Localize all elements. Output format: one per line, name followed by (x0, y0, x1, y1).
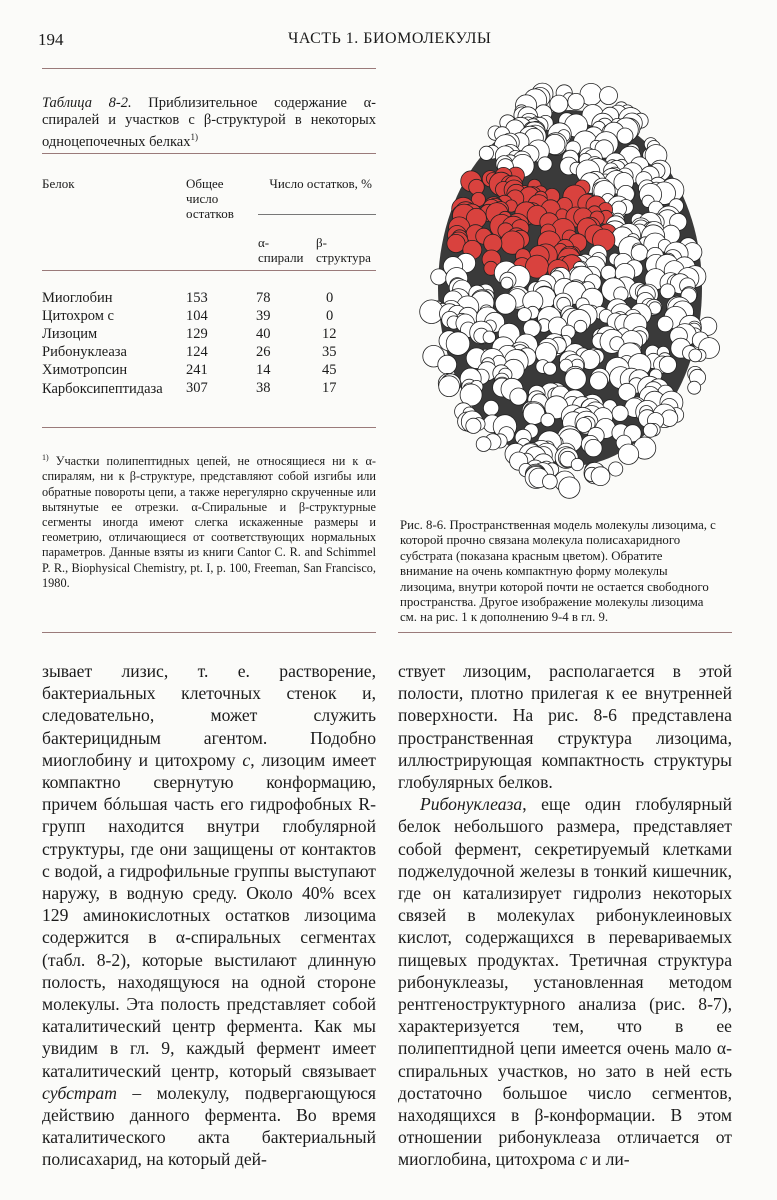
protein-atom (612, 405, 628, 421)
table-body (42, 290, 382, 420)
helix-value: 39 (256, 308, 271, 324)
helix-value: 26 (256, 344, 271, 360)
table-caption-note-mark: 1) (190, 132, 198, 142)
substrate-atom (447, 234, 465, 252)
running-title: ЧАСТЬ 1. БИОМОЛЕКУЛЫ (288, 30, 492, 47)
text-run: и ли- (587, 1149, 630, 1170)
table-row (42, 326, 382, 344)
col-helix-header: α-спирали (258, 235, 304, 265)
protein-atom (544, 362, 557, 375)
total-residues: 241 (186, 362, 208, 378)
col-protein-header: Белок (42, 176, 75, 191)
protein-atom (466, 418, 481, 433)
table-header-rule (42, 153, 376, 154)
protein-atom (585, 439, 602, 456)
protein-atom (565, 368, 586, 389)
protein-atom (568, 93, 584, 109)
text-run: – молекулу, подвергающуюся действию данного фермента. Во время каталитического акта бактериальный полисахарид, на который дей- (42, 1082, 376, 1170)
protein-atom (476, 437, 491, 452)
protein-atom (541, 413, 555, 427)
italic-term: c (242, 749, 251, 770)
protein-name: Карбоксипептидаза (42, 381, 163, 397)
helix-value: 78 (256, 290, 271, 306)
protein-name: Цитохром c (42, 308, 114, 324)
protein-atom (483, 331, 495, 343)
protein-name: Лизоцим (42, 326, 98, 342)
protein-name: Рибонуклеаза (42, 344, 127, 360)
protein-atom (501, 277, 513, 289)
text-run: , еще один глобулярный белок небольшого размера, представляет собой фермент, секретируемый клетками поджелудочной железы в тонкий кишечник, где он катализирует гидролиз некоторых связей в молекулах рибонуклеиновых кислот, содержащихся в перевариваемых пищевых продуктах. Третичная структура рибонуклеазы, установленная методом рентгеноструктурного анализа (рис. 8-7), характеризуется тем, что в ее полипептидной цепи имеется очень мало α-спиральных участков, но зато в ней есть достаточно большое число сегментов, находящихся в β-конформации. В этом отношении рибонуклеаза отличается от миоглобина, цитохрома (398, 794, 732, 1170)
table-row (42, 380, 382, 416)
page-number: 194 (38, 30, 64, 49)
protein-atom (559, 477, 580, 498)
protein-atom (431, 269, 447, 285)
right-section-rule (398, 632, 732, 633)
beta-value: 45 (322, 362, 337, 378)
beta-value: 0 (326, 290, 334, 306)
protein-atom (660, 284, 675, 299)
total-residues: 153 (186, 290, 208, 306)
protein-atom (618, 444, 638, 464)
protein-atom (591, 467, 610, 486)
protein-atom (495, 293, 516, 314)
protein-atom (617, 128, 633, 144)
figure-caption: Рис. 8-6. Пространственная модель молекулы лизоцима, с которой прочно связана молекула полисахаридного субстрата (показана красным цветом). Обратите внимание на очень компактную форму молекулы лизоцима, внутри которой почти не остается свободного пространства. Другое изображение молекулы лизоцима см. на рис. 1 к дополнению 9-4 в гл. 9. (400, 518, 716, 625)
protein-atom (574, 320, 587, 333)
table-caption-text: Приблизительное содержание α-спиралей и участков с β-структурой в некоторых одноцепочечных белках (42, 95, 376, 150)
text-run: , лизоцим имеет компактно свернутую конформацию, причем бóльшая часть его гидрофобных R-групп находится внутри глобулярной структуры, где они защищены от контактов с водой, а гидрофильные группы выступают наружу, в водную среду. Около 40% всех 129 аминокислотных остатков лизоцима содержится в α-спиральных сегментах (табл. 8-2), которые выстилают длинную полость, находящуюся на одной стороне молекулы. Эта полость представляет собой каталитический центр фермента. Как мы увидим в гл. 9, каждый фермент имеет каталитический центр, который связывает (42, 749, 376, 1081)
total-residues: 129 (186, 326, 208, 342)
protein-atom (446, 332, 470, 356)
protein-atom (600, 87, 618, 105)
total-residues: 307 (186, 380, 208, 396)
table-row (42, 308, 382, 326)
helix-value: 40 (256, 326, 271, 342)
protein-atom (659, 356, 676, 373)
body-paragraph: ствует лизоцим, располагается в этой полости, плотно прилегая к ее внутренней поверхности. На рис. 8-6 представлена пространственная структура лизоцима, иллюстрирующая компактность структуры глобулярных белков. (398, 661, 732, 793)
text-run: зывает лизис, т. е. растворение, бактериальных клеточных стенок и, следовательно, может служить бактерицидным агентом. Подобно миоглобину и цитохрому (42, 661, 376, 770)
protein-atom (483, 400, 498, 415)
protein-atom (439, 376, 460, 397)
protein-atom (543, 474, 558, 489)
left-section-rule (42, 632, 376, 633)
col-total-header: Общее число остатков (186, 176, 234, 221)
footnote-mark: 1) (42, 453, 49, 462)
protein-atom (510, 388, 527, 405)
col-count-header: Число остатков, % (269, 176, 372, 191)
body-paragraph (42, 660, 376, 1171)
table-row (42, 344, 382, 362)
footnote-text: Участки полипептидных цепей, не относящиеся ни к α-спиралям, ни к β-структуре, представляют собой изгибы или обратные повороты цепи, а также нерегулярно скрученные или вытянутые ее отрезки. α-Спиральные и β-структурные сегменты иногда имеют слегка искаженные размеры и геометрию, отличающиеся от соответствующих нормальных параметров. Данные взяты из книги Cantor C. R. and Schimmel P. R., Biophysical Chemistry, pt. I, p. 100, Freeman, San Francisco, 1980. (42, 454, 376, 590)
protein-atom (643, 423, 657, 437)
protein-atom (689, 349, 702, 362)
total-residues: 104 (186, 308, 208, 324)
table-caption-label: Таблица 8-2. (42, 95, 132, 111)
table-bottom-rule (42, 427, 376, 428)
protein-atom (688, 381, 701, 394)
col-beta-header: β-структура (316, 235, 371, 265)
table-body-rule (42, 270, 376, 271)
protein-atom (609, 462, 623, 476)
lysozyme-space-filling-model (400, 72, 740, 504)
protein-name: Химотропсин (42, 362, 128, 378)
protein-atom (657, 316, 673, 332)
helix-value: 14 (256, 362, 271, 378)
body-column-right (398, 660, 732, 1171)
protein-name: Миоглобин (42, 290, 113, 306)
total-residues: 124 (186, 344, 208, 360)
body-column-left (42, 660, 376, 1171)
italic-term: субстрат (42, 1082, 117, 1103)
protein-atom (517, 308, 531, 322)
italic-term: c (579, 1149, 588, 1170)
protein-atom (479, 146, 493, 160)
protein-atom (631, 245, 648, 262)
table-top-rule (42, 68, 376, 69)
beta-value: 12 (322, 326, 337, 342)
table-caption (42, 95, 376, 151)
protein-atom (571, 458, 583, 470)
italic-term: Рибонуклеаза (420, 794, 523, 815)
protein-atom (590, 372, 608, 390)
beta-value: 17 (322, 380, 337, 396)
body-paragraph (398, 793, 732, 1170)
protein-atom (538, 157, 552, 171)
beta-value: 35 (322, 344, 337, 360)
table-row (42, 290, 382, 308)
table-footnote (42, 450, 376, 591)
protein-atom (438, 355, 457, 374)
helix-value: 38 (256, 380, 271, 396)
beta-value: 0 (326, 308, 334, 324)
table-row (42, 362, 382, 380)
protein-atom (550, 95, 568, 113)
col-count-rule (258, 214, 376, 215)
